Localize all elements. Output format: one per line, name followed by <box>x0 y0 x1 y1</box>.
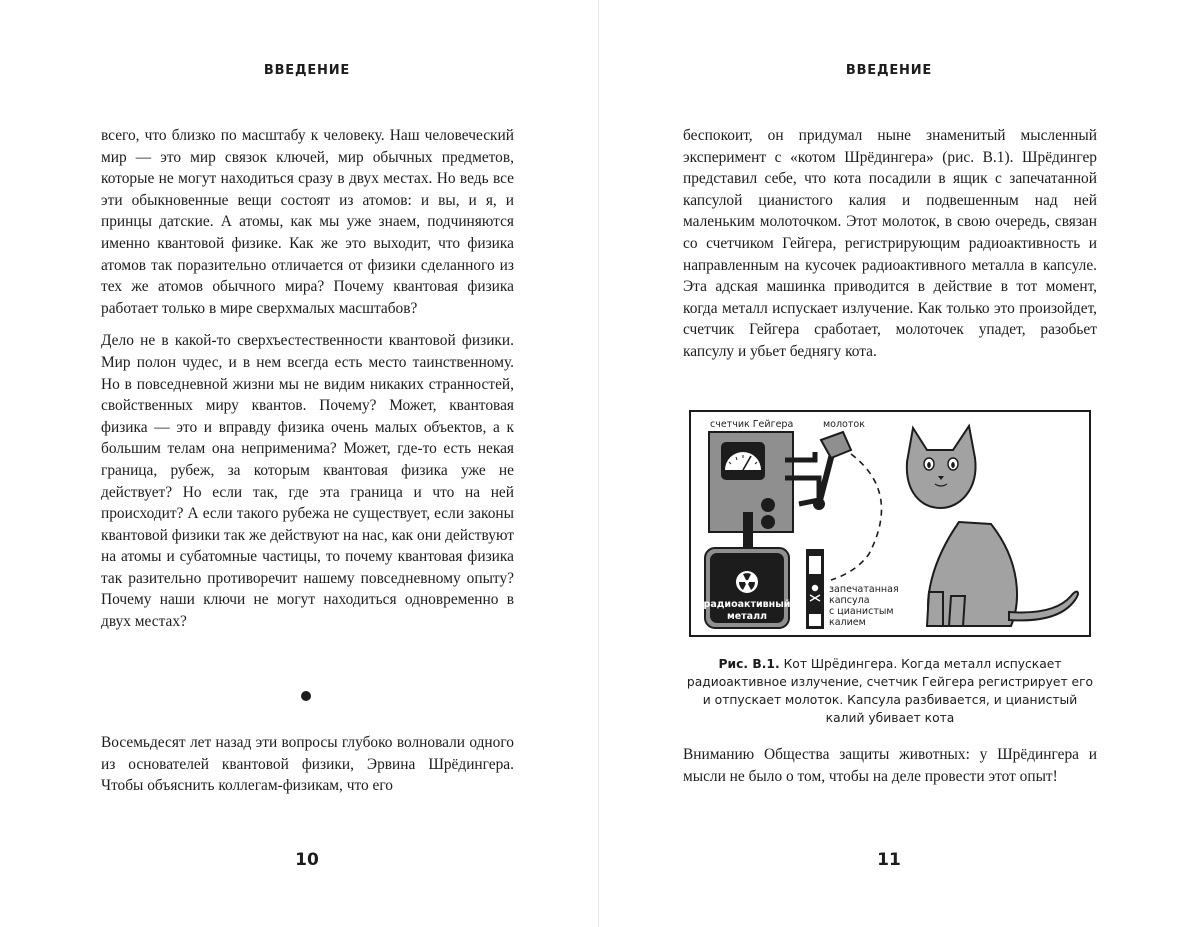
body-text-top <box>683 125 1097 374</box>
caption-label: Рис. В.1. <box>718 657 780 671</box>
paragraph: беспокоит, он придумал ныне знаменитый мысленный эксперимент с «котом Шрёдингера» (рис. В.1). Шрёдингер представил себе, что кота посадили в ящик с запечатанной капсулой цианистого калия и подвешенным над ней маленьким молоточком. Этот молоток, в свою очередь, связан со счетчиком Гейгера, регистрирующим радиоактивность и направленным на кусочек радиоактивного металла в капсуле. Эта адская машинка приводится в действие в тот момент, когда металл испускает излучение. Как только это произойдет, счетчик Гейгера сработает, молоточек упадет, разобьет капсулу и убьет беднягу кота. <box>683 127 1097 360</box>
page-number: 10 <box>295 850 319 870</box>
running-header: ВВЕДЕНИЕ <box>263 63 351 78</box>
section-break-bullet <box>301 691 311 701</box>
label-hammer: молоток <box>823 419 865 430</box>
body-text-bottom <box>683 744 1097 798</box>
body-text-top <box>101 125 514 644</box>
page-number: 11 <box>877 850 901 870</box>
label-capsule-1: запечатанная <box>829 584 899 595</box>
label-radioactive-metal-1: радиоактивный <box>703 599 791 610</box>
paragraph: Восемьдесят лет назад эти вопросы глубоко волновали одного из основателей квантовой физики, Эрвина Шрёдингера. Чтобы объяснить коллегам-физикам, что его <box>101 734 514 795</box>
label-capsule-3: с цианистым <box>829 606 894 617</box>
figure-caption <box>683 655 1097 727</box>
label-capsule-4: калием <box>829 617 866 628</box>
skull-icon <box>812 585 818 591</box>
figure-schrodinger-cat <box>689 410 1091 637</box>
paragraph: Вниманию Общества защиты животных: у Шрёдингера и мысли не было о том, чтобы на деле провести этот опыт! <box>683 746 1097 785</box>
label-radioactive-metal-2: металл <box>726 611 768 622</box>
cat <box>907 426 1078 626</box>
hammer-head <box>821 432 851 458</box>
label-geiger-counter: счетчик Гейгера <box>710 419 794 430</box>
right-page <box>599 0 1195 927</box>
running-header: ВВЕДЕНИЕ <box>845 63 933 78</box>
paragraph: Дело не в какой-то сверхъестественности квантовой физики. Мир полон чудес, и в нем всегда есть место таинственному. Но в повседневной жизни мы не видим никаких странностей, свойственных миру квантов. Почему? Может, квантовая физика — это и вправду физика очень малых объектов, а к большим телам она неприменима? Может, где-то есть некая граница, рубеж, за которым квантовая физика уже не действует? Но если так, где эта граница и что на ней происходит? А если такого рубежа не существует, если законы квантовой физики так же действуют на нас, как они действуют на атомы и субатомные частицы, то почему квантовая физика так разительно противоречит нашему повседневному опыту? Почему наши ключи не могут находиться одновременно в двух местах? <box>101 332 514 631</box>
schrodinger-illustration <box>691 412 1091 637</box>
body-text-bottom <box>101 732 514 808</box>
label-capsule-2: капсула <box>829 595 870 606</box>
caption-text: Кот Шрёдингера. Когда металл испускает радиоактивное излучение, счетчик Гейгера регистрирует его и отпускает молоток. Капсула разбивается, и цианистый калий убивает кота <box>686 657 1094 725</box>
paragraph: всего, что близко по масштабу к человеку. Наш человеческий мир — это мир связок ключей, мир обычных предметов, которые не могут находиться сразу в двух местах. Но ведь все эти обыкновенные вещи состоят из атомов: и вы, и я, и принцы датские. А атомы, как мы уже знаем, подчиняются именно квантовой физике. Как же это выходит, что физика атомов так поразительно отличается от физики сделанного из тех же атомов обычного мира? Почему квантовая физика работает только в мире сверхмалых масштабов? <box>101 127 514 317</box>
